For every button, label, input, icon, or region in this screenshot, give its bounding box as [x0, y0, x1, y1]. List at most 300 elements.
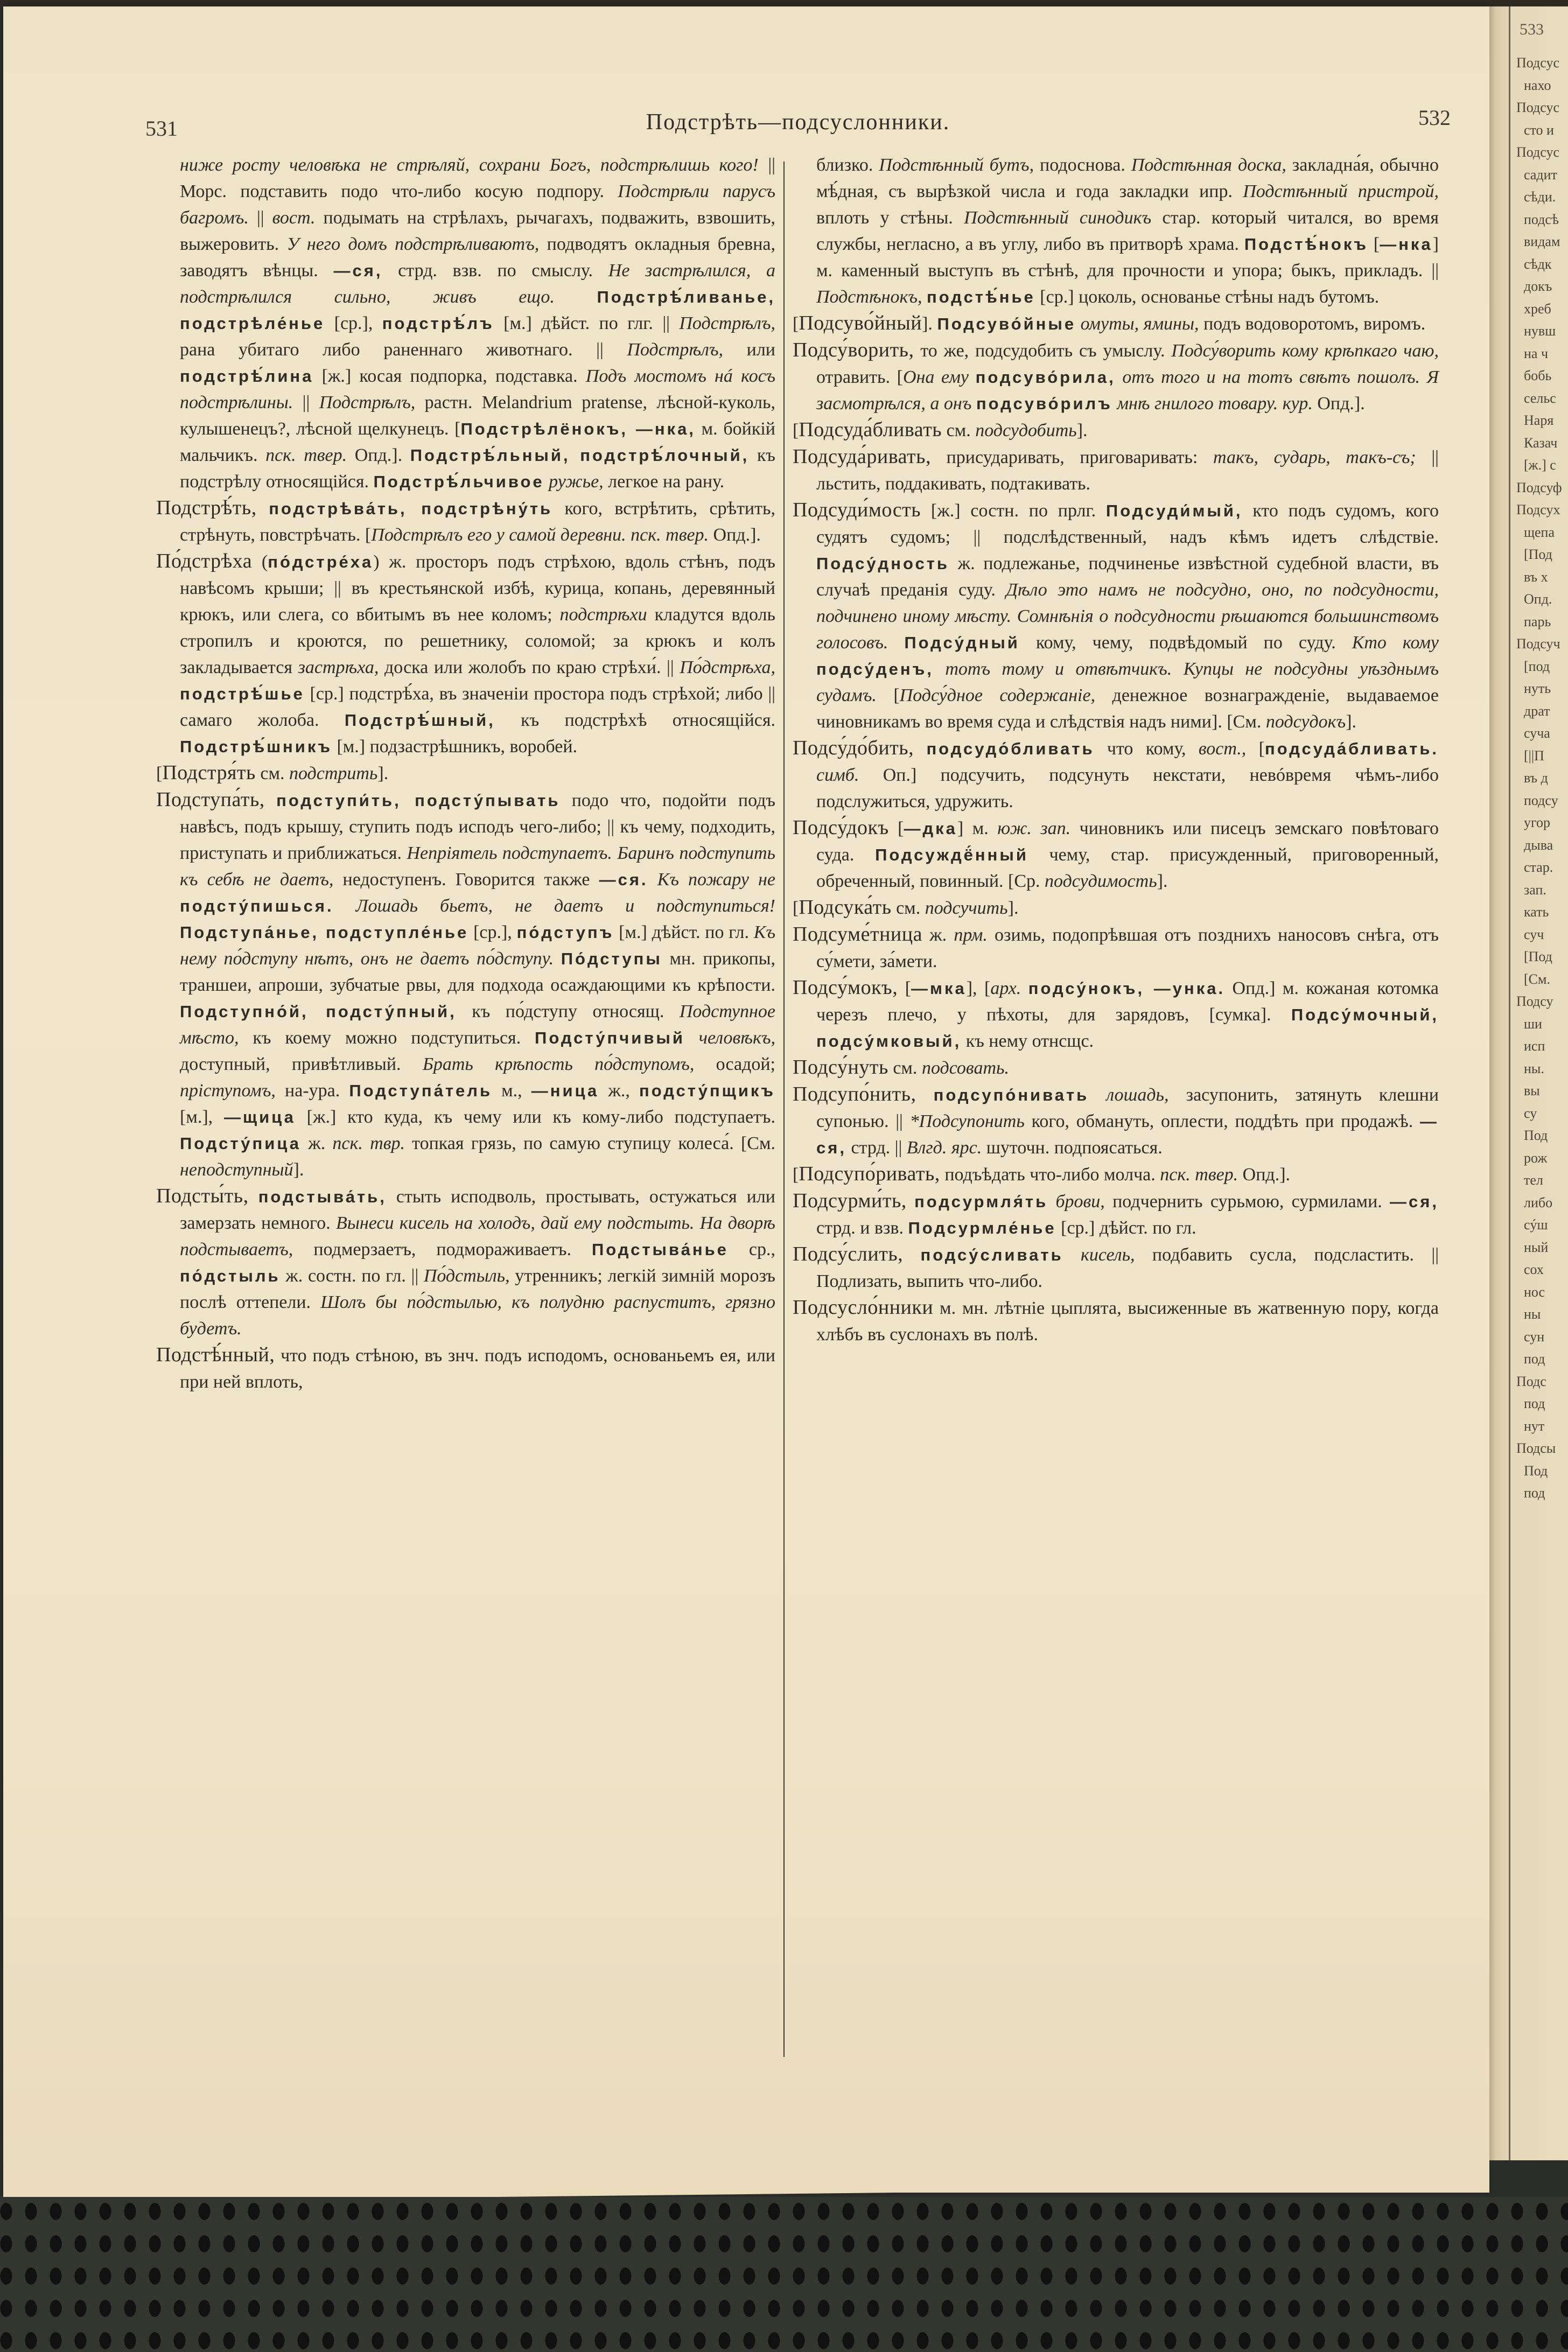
- definition-text: ].: [1076, 421, 1088, 440]
- next-page-fragment: дыва: [1524, 837, 1553, 853]
- definition-text: см.: [255, 764, 289, 783]
- next-page-fragment: сто и: [1524, 122, 1554, 138]
- headword: Подстрѣ́ть,: [156, 496, 257, 519]
- next-page-fragment: Подсух: [1516, 502, 1560, 517]
- definition-text: ||: [248, 208, 272, 228]
- bold-term: подсупо́нивать: [933, 1086, 1089, 1104]
- bold-term: Подсуди́мый,: [1105, 501, 1243, 520]
- next-page-fragment: [||П: [1524, 747, 1544, 764]
- definition-text: [648, 870, 657, 890]
- italic-example: мнѣ гнилого товару. кур.: [1117, 394, 1313, 414]
- definition-text: Опд.].: [1238, 1165, 1291, 1185]
- italic-example: подстрѣхи: [559, 605, 647, 625]
- next-page-fragment: [См.: [1524, 971, 1550, 987]
- italic-example: Вынеси кисель на холодъ, дай ему подстыть. На дворѣ подстываетъ,: [180, 1213, 775, 1259]
- page-header: [141, 105, 1455, 143]
- italic-example: Кто кому: [1352, 633, 1439, 653]
- definition-text: Опд.] м. кожаная котомка черезъ плечо, у пѣхоты, для зарядовъ, [сумка].: [816, 978, 1439, 1025]
- bold-term: Подсу́дный: [904, 633, 1020, 652]
- definition-text: [971, 394, 976, 414]
- definition-text: стыть исподволь, простывать, остужаться или замерзать немного.: [180, 1187, 776, 1233]
- right-column: [793, 152, 1439, 1348]
- italic-example: Подстрѣлъ,: [679, 313, 775, 333]
- next-page-fragment: Подсу: [1516, 993, 1553, 1009]
- definition-text: денежное вознагражденiе, выдаваемое чиновникамъ во время суда и слѣдствiя надъ ними]. [См.: [816, 685, 1439, 732]
- italic-example: Подстрѣлъ его у самой деревни. пск. твер.: [371, 525, 709, 545]
- next-page-fragment: под: [1524, 1485, 1545, 1501]
- headword: Подсу́докъ: [793, 816, 889, 839]
- definition-text: [555, 287, 597, 307]
- next-page-fragment: на ч: [1524, 345, 1549, 361]
- definition-text: ||: [293, 393, 319, 412]
- next-page-fragment: нос: [1524, 1284, 1545, 1300]
- next-page-fragment: ны.: [1524, 1060, 1544, 1076]
- italic-example: тотъ тому и отвѣтчикъ. Купцы не подсудны уѣзднымъ судамъ.: [816, 659, 1439, 705]
- italic-example: Подстѣнный пристрой,: [1243, 181, 1439, 201]
- bold-term: —ся.: [599, 870, 648, 889]
- italic-example: Дѣло это намъ не подсудно, оно, по подсудности, подчинено иному мѣсту. Сомнѣнiя о подсудности рѣшаются большинствомъ голосовъ.: [816, 580, 1439, 653]
- bold-term: подсуда́бливать.: [1264, 739, 1439, 758]
- dictionary-entry: [156, 548, 775, 760]
- italic-example: Подстѣнокъ,: [816, 287, 922, 307]
- italic-example: ниже росту человѣка не стрѣляй, сохрани Богъ, подстрѣлишь кого!: [180, 155, 759, 175]
- definition-text: [ср.],: [468, 922, 517, 942]
- italic-example: Она ему: [902, 367, 969, 387]
- italic-example: Шолъ бы по́дстылью, къ полудню распуститъ, грязно будетъ.: [180, 1292, 775, 1339]
- next-page-fragment: рож: [1524, 1150, 1548, 1166]
- italic-example: Подсу́дное содержанiе,: [899, 685, 1096, 705]
- next-page-fragment: ный: [1524, 1239, 1549, 1255]
- next-page-fragment: подсѣ: [1524, 211, 1559, 227]
- definition-text: [907, 1192, 914, 1212]
- definition-text: подводятъ окладныя бревна, заводятъ вѣнцы.: [180, 234, 775, 281]
- next-page-fragment: видам: [1524, 234, 1560, 249]
- bold-term: —дка: [904, 819, 957, 838]
- next-page-fragment: Подсус: [1516, 144, 1559, 160]
- next-page-fragment: под: [1524, 1351, 1545, 1367]
- definition-text: Оп.] подсучить, подсунуть некстати, невóвремя чѣмъ-либо подслужиться, удружить.: [816, 765, 1439, 811]
- definition-text: кого, обмануть, оплести, поддѣть при продажѣ.: [1024, 1111, 1420, 1131]
- definition-text: закладна́я, обычно мѣ́дная, съ вырѣзкой числа и года закладки ипр.: [816, 155, 1439, 201]
- column-divider: [783, 162, 785, 2057]
- next-page-fragment: [Под: [1524, 547, 1552, 562]
- definition-text: [334, 896, 356, 916]
- italic-example: Лошадь бьетъ, не даетъ и подступиться!: [355, 896, 775, 916]
- dictionary-entry: [793, 1161, 1439, 1188]
- italic-example: ружье,: [549, 472, 604, 492]
- running-title: Подстрѣть—подсуслонники.: [646, 110, 950, 135]
- definition-text: рана убитаго либо раненнаго животнаго. ||: [180, 340, 627, 360]
- definition-text: Опд.].: [709, 525, 761, 545]
- next-page-fragment: сѣди.: [1524, 189, 1556, 205]
- definition-text: подчернить сурьмою, сурмилами.: [1104, 1192, 1390, 1212]
- definition-text: что кому,: [1094, 739, 1199, 759]
- italic-example: Влгд. ярс.: [906, 1138, 982, 1158]
- dictionary-entry: [156, 787, 775, 1183]
- definition-text: ] м. каменный выступъ въ стѣнѣ, для прочности и упора; быкъ, прикладъ. ||: [816, 234, 1439, 281]
- definition-text: или: [723, 340, 775, 360]
- definition-text: [544, 472, 549, 492]
- definition-text: [922, 287, 927, 307]
- dictionary-entry: [793, 1241, 1439, 1294]
- italic-example: арх.: [990, 978, 1021, 998]
- italic-example: У него домъ подстрѣливаютъ,: [286, 234, 540, 254]
- definition-text: [м.] дѣйст. по гл.: [614, 922, 754, 942]
- dictionary-entry: [793, 815, 1439, 894]
- dictionary-entry: [156, 1183, 775, 1342]
- next-page-fragment: сѣдк: [1524, 256, 1552, 272]
- definition-text: топкая грязь, по самую ступицу колеса́. [См.: [404, 1133, 775, 1153]
- definition-text: [1048, 1192, 1055, 1212]
- italic-example: подстрить: [289, 764, 378, 783]
- italic-example: Не застрѣлился, а подстрѣлился сильно, живъ ещо.: [180, 261, 775, 307]
- definition-text: ].: [1346, 712, 1357, 732]
- italic-example: Непрiятель подступаетъ. Баринъ подступить къ себѣ не даетъ,: [180, 843, 775, 890]
- bold-term: Подсу́дность: [816, 554, 949, 573]
- dictionary-entry: [793, 1294, 1439, 1348]
- bold-term: По́дступы: [561, 949, 662, 968]
- italic-example: Подстѣнный бутъ,: [879, 155, 1034, 175]
- definition-text: засупонить, затянуть клешни супонью. ||: [816, 1085, 1439, 1131]
- next-page-fragment: [ж.] с: [1524, 457, 1556, 473]
- dictionary-entry: [793, 1188, 1439, 1241]
- definition-text: [: [898, 978, 912, 998]
- definition-text: мн. прикопы, траншеи, апроши, зубчатые рвы, для подхода осаждающими къ крѣпости.: [180, 949, 776, 995]
- definition-text: ж.,: [599, 1081, 639, 1101]
- bold-term: подсу́нокъ, —унка.: [1028, 979, 1226, 998]
- definition-text: [903, 1245, 920, 1265]
- bold-term: —ся,: [1390, 1192, 1439, 1211]
- next-page-text-fragments: [1516, 52, 1568, 1504]
- definition-text: Опд.].: [1312, 394, 1365, 414]
- definition-text: подъ водоворотомъ, виромъ.: [1199, 314, 1426, 334]
- headword: Подсуда́ривать,: [793, 445, 931, 468]
- definition-text: [: [793, 898, 799, 918]
- bold-term: Подстрѣ́ливанье, подстрѣле́нье: [180, 288, 776, 333]
- definition-text: къ нему отнсщс.: [961, 1031, 1094, 1051]
- next-page-fragment: суча: [1524, 725, 1550, 741]
- next-page-fragment: суч: [1524, 926, 1544, 942]
- page-number-left: 531: [145, 116, 178, 141]
- definition-text: стрд. ||: [846, 1138, 907, 1158]
- definition-text: шуточн. подпоясаться.: [982, 1138, 1163, 1158]
- book-gutter: [1509, 6, 1510, 2160]
- definition-text: [: [1368, 234, 1380, 254]
- definition-text: подоснова.: [1034, 155, 1131, 175]
- italic-example: Брать крѣпость по́дступомъ,: [422, 1054, 695, 1074]
- definition-text: ж. подлежанье, подчиненье извѣстной судебной власти, въ случаѣ преданiя суду.: [816, 554, 1439, 600]
- definition-text: [: [1246, 739, 1265, 759]
- definition-text: || Морс. подставить подо что-либо косую подпору.: [180, 155, 775, 201]
- headword: Подсу́мокъ,: [793, 976, 898, 999]
- dictionary-entry: [793, 497, 1439, 735]
- italic-example: Подстѣнный синодикъ: [964, 208, 1152, 228]
- headword: Подсты́ть,: [156, 1185, 249, 1207]
- headword: Подсупо́нить,: [793, 1083, 916, 1105]
- definition-text: на-ура.: [275, 1081, 349, 1101]
- italic-example: омуты, ямины,: [1080, 314, 1199, 334]
- definition-text: [ср.] подстрѣ́ха, въ значенiи простора подъ стрѣхой; либо || самаго жолоба.: [180, 684, 775, 730]
- definition-text: м. мн. лѣтнiе цыплята, высиженные въ жатвенную пору, когда хлѣбъ въ суслонахъ въ полѣ.: [816, 1298, 1439, 1345]
- next-page-fragment: садит: [1524, 166, 1557, 183]
- italic-example: брови,: [1055, 1192, 1105, 1212]
- definition-text: [265, 790, 276, 810]
- definition-text: къ подстрѣлу относящiйся.: [180, 445, 776, 492]
- dictionary-entry: [793, 337, 1439, 417]
- definition-text: [914, 739, 926, 759]
- italic-example: симб.: [816, 765, 859, 785]
- bold-term: Подстыва́нье: [592, 1240, 729, 1259]
- next-page-fragment: Подсус: [1516, 55, 1559, 71]
- italic-example: кисель,: [1080, 1245, 1135, 1265]
- entry-continuation: [156, 152, 775, 495]
- definition-text: подо что, подойти подъ навѣсъ, подъ крышу, ступить подъ исподъ чего-либо; || къ чему, подходить, приступать и приближаться.: [180, 790, 776, 863]
- headword: Подсурми́ть,: [793, 1189, 907, 1212]
- italic-example: Подстрѣлъ,: [627, 340, 724, 360]
- next-page-fragment: драт: [1524, 703, 1550, 719]
- next-page-fragment: Подсуф: [1516, 479, 1562, 495]
- next-page-fragment: тел: [1524, 1172, 1543, 1188]
- definition-text: къ коему можно подступиться.: [239, 1028, 535, 1048]
- definition-text: [1063, 1245, 1081, 1265]
- italic-example: пск. твр.: [332, 1133, 405, 1153]
- italic-example: юж. зап.: [997, 818, 1071, 838]
- bold-term: Подступно́й, подсту́пный,: [180, 1002, 457, 1021]
- definition-text: легкое на рану.: [603, 472, 725, 492]
- bold-term: подсту́пщикъ: [639, 1081, 775, 1100]
- next-page-fragment: сох: [1524, 1262, 1544, 1277]
- headword: Подсуда́бливать: [799, 418, 942, 441]
- dictionary-entry: [793, 921, 1439, 975]
- definition-text: [: [888, 818, 904, 838]
- next-page-fragment: Подсы: [1516, 1440, 1556, 1456]
- next-page-fragment: парь: [1524, 613, 1551, 629]
- dictionary-entry: [156, 1342, 775, 1395]
- italic-example: отъ того и на тотъ свѣтъ пошолъ. Я засмотрѣлся, а онъ: [816, 367, 1439, 414]
- next-page-fragment: ши: [1524, 1016, 1542, 1032]
- italic-example: подсудокъ: [1265, 712, 1346, 732]
- next-page-fragment: под: [1524, 1396, 1545, 1411]
- definition-text: отравить. [: [816, 367, 903, 387]
- headword: Подстѣ́нный,: [156, 1343, 275, 1366]
- definition-text: [ср.] дѣйст. по гл.: [1056, 1218, 1196, 1238]
- italic-example: подсовать.: [921, 1058, 1009, 1078]
- bold-term: подстрѣ́шье: [180, 684, 305, 703]
- definition-text: растн. Melandrium pratense, лѣсной-куколь, кулышенецъ?, лѣсной щелкунецъ. [: [180, 393, 775, 439]
- definition-text: (: [252, 552, 268, 572]
- definition-text: см.: [891, 898, 925, 918]
- definition-text: ].: [1157, 871, 1168, 891]
- bold-term: по́дстыль: [180, 1266, 281, 1285]
- next-page-edge: [1489, 6, 1568, 2160]
- definition-text: м.,: [492, 1081, 531, 1101]
- page-number-right: 532: [1418, 106, 1451, 130]
- next-page-fragment: Подс: [1516, 1373, 1546, 1389]
- definition-text: [ж.] состн. по прлг.: [921, 501, 1106, 521]
- italic-example: пск. твер.: [1160, 1165, 1238, 1185]
- italic-example: подсудобить: [975, 421, 1077, 440]
- next-page-fragment: Под: [1524, 1128, 1548, 1143]
- headword: Подсусло́нники: [793, 1296, 934, 1319]
- definition-text: [ср.] цоколь, основанье стѣны надъ бутомъ.: [1035, 287, 1380, 307]
- definition-text: ж.: [922, 925, 954, 945]
- definition-text: ].: [377, 764, 389, 783]
- next-page-fragment: сýш: [1524, 1217, 1548, 1233]
- definition-text: [: [793, 1165, 799, 1185]
- bold-term: —ся,: [816, 1112, 1439, 1157]
- definition-text: [916, 1085, 934, 1105]
- dictionary-entry: [156, 760, 775, 787]
- definition-text: къ по́дступу относящ.: [456, 1002, 680, 1021]
- bold-term: —ся,: [333, 261, 383, 280]
- definition-text: [: [876, 685, 900, 705]
- next-page-fragment: кать: [1524, 904, 1549, 920]
- italic-example: пск. твер.: [265, 445, 347, 465]
- definition-text: [: [793, 314, 799, 334]
- headword: Подсу́слить,: [793, 1243, 904, 1265]
- definition-text: подъѣдать что-либо молча.: [940, 1165, 1160, 1185]
- next-page-fragment: бобь: [1524, 368, 1552, 383]
- italic-example: прм.: [954, 925, 988, 945]
- italic-example: *Подсупонить: [909, 1111, 1025, 1131]
- definition-text: стрд. взв. по смыслу.: [382, 261, 608, 281]
- next-page-number: 533: [1520, 20, 1544, 38]
- next-page-fragment: Под: [1524, 1462, 1548, 1479]
- next-page-fragment: Опд.: [1524, 591, 1552, 607]
- definition-text: осадой;: [694, 1054, 776, 1074]
- bold-term: подстыва́ть,: [258, 1187, 387, 1206]
- bold-term: —мка: [911, 979, 967, 998]
- headword: Подсу́нуть: [793, 1056, 888, 1079]
- definition-text: чему, стар. присужденный, приговоренный, обреченный, повинный. [Ср.: [816, 845, 1439, 891]
- next-page-fragment: вы: [1524, 1083, 1540, 1098]
- bold-term: по́дступъ: [516, 923, 614, 942]
- bold-term: Подсту́пица: [180, 1134, 301, 1153]
- headword: Подсу́ворить,: [793, 339, 914, 361]
- italic-example: Къ пожару не: [657, 870, 775, 890]
- next-page-fragment: щепа: [1524, 524, 1555, 540]
- headword: Подступа́ть,: [156, 788, 265, 811]
- definition-text: [554, 949, 561, 969]
- definition-text: ], [: [966, 978, 991, 998]
- definition-text: [934, 659, 945, 679]
- definition-text: ж. состн. по гл. ||: [280, 1266, 424, 1286]
- headword: Подстря́ть: [162, 761, 256, 784]
- bold-term: подстрѣва́ть, подстрѣну́ть: [269, 499, 553, 518]
- bold-term: подступи́ть, подсту́пывать: [276, 791, 561, 810]
- next-page-fragment: въ д: [1524, 770, 1548, 786]
- italic-example: такъ, сударь, такъ-съ;: [1213, 447, 1416, 467]
- definition-text: то же, подсудобить съ умыслу.: [914, 341, 1172, 361]
- dictionary-entry: [793, 735, 1439, 815]
- definition-text: Опд.].: [347, 445, 410, 465]
- definition-text: ].: [1007, 898, 1019, 918]
- definition-text: [1116, 367, 1123, 387]
- definition-text: [м.] дѣйст. по глг. ||: [494, 313, 680, 333]
- dictionary-entry: [793, 975, 1439, 1054]
- italic-example: Подстѣнная доска,: [1131, 155, 1286, 175]
- italic-example: Подступное мѣсто,: [180, 1002, 775, 1048]
- definition-text: [ж.] косая подпорка, подставка.: [313, 366, 586, 386]
- definition-text: стар. который читался, во время службы, негласно, а въ углу, либо въ притворѣ храма.: [816, 208, 1439, 254]
- definition-text: м. бойкiй мальчикъ.: [180, 419, 775, 465]
- bold-term: —ница: [531, 1081, 599, 1100]
- bold-term: Подстѣ́нокъ: [1244, 235, 1368, 254]
- definition-text: доска или жолобъ по краю стрѣхи́. ||: [379, 657, 680, 677]
- bold-term: подстрѣ́лина: [180, 367, 314, 386]
- bold-term: Подсту́пчивый: [535, 1028, 685, 1047]
- left-column: [156, 152, 775, 1395]
- bold-term: Подсуждё́нный: [875, 845, 1028, 864]
- next-page-fragment: Казач: [1524, 435, 1558, 451]
- headword: Подсуво́йный: [799, 312, 922, 334]
- italic-example: прiступомъ,: [180, 1081, 276, 1101]
- definition-text: подымать на стрѣлахъ, рычагахъ, подважить, взвошить, выжеровить.: [180, 208, 775, 254]
- definition-text: ) ж. просторъ подъ стрѣхою, вдоль стѣнъ, подъ навѣсомъ крыши; || въ крестьянской избѣ, курица, копань, деревянный крюкъ, или слега, со вбитымъ въ нее коломъ;: [180, 552, 775, 625]
- next-page-fragment: нут: [1524, 1418, 1545, 1434]
- definition-text: [: [156, 764, 163, 783]
- definition-text: кто подъ судомъ, кого судятъ судомъ; || подслѣдственный, надъ кѣмъ идетъ слѣдствiе.: [816, 501, 1439, 547]
- next-page-fragment: Наря: [1524, 412, 1554, 428]
- bold-term: подстѣ́нье: [927, 288, 1035, 306]
- italic-example: По́дстыль,: [423, 1266, 510, 1286]
- next-page-fragment: Подсус: [1516, 100, 1559, 115]
- bold-term: Подступа́тель: [349, 1081, 492, 1100]
- definition-text: кого, встрѣтить, срѣтить, стрѣнуть, повстрѣчать. [: [180, 499, 775, 545]
- dictionary-entry: [793, 1054, 1439, 1081]
- next-page-fragment: хреб: [1524, 300, 1551, 317]
- definition-text: [м.],: [180, 1107, 224, 1127]
- definition-text: [969, 367, 976, 387]
- bold-term: Подстрѣ́льчивое: [373, 472, 544, 491]
- definition-text: близко.: [816, 155, 879, 175]
- bold-term: Подстрѣлёнокъ, —нка,: [460, 419, 696, 438]
- entry-continuation: [793, 152, 1439, 310]
- dictionary-entry: [793, 1081, 1439, 1161]
- bold-term: подсу́денъ,: [816, 660, 934, 678]
- definition-text: ].: [293, 1160, 304, 1180]
- next-page-fragment: подсу: [1524, 792, 1558, 808]
- dictionary-entry: [793, 894, 1439, 921]
- dictionary-entry: [793, 310, 1439, 337]
- italic-example: Подстрѣлъ,: [319, 393, 416, 412]
- headword: Подсуди́мость: [793, 499, 921, 521]
- next-page-fragment: [под: [1524, 658, 1550, 674]
- next-page-fragment: докъ: [1524, 278, 1552, 294]
- next-page-fragment: стар.: [1524, 859, 1553, 875]
- italic-example: вост.,: [1198, 739, 1247, 759]
- bold-term: подсту́пишься.: [180, 897, 334, 915]
- definition-text: присударивать, приговаривать:: [930, 447, 1213, 467]
- definition-text: доступный, привѣтливый.: [180, 1054, 423, 1074]
- italic-example: Подсу́ворить кому крѣпкаго чаю,: [1171, 341, 1439, 361]
- definition-text: вплоть у стѣны.: [816, 208, 964, 228]
- bold-term: подсурмля́ть: [914, 1192, 1048, 1211]
- next-page-fragment: су: [1524, 1105, 1537, 1121]
- definition-text: [ср.],: [325, 313, 382, 333]
- definition-text: подмерзаетъ, подмораживаетъ.: [293, 1240, 592, 1259]
- italic-example: Подстрѣли парусъ багромъ.: [180, 181, 775, 228]
- dictionary-entry: [793, 417, 1439, 444]
- bold-term: Подсуво́йные: [937, 314, 1076, 333]
- definition-text: ].: [922, 314, 937, 334]
- bold-term: Подстрѣ́льный, подстрѣ́лочный,: [410, 446, 750, 465]
- definition-text: что подъ стѣною, въ знч. подъ исподомъ, основаньемъ ея, или при ней вплоть,: [180, 1346, 775, 1392]
- bold-term: подстрѣ́лъ: [382, 314, 494, 333]
- next-page-fragment: угор: [1524, 815, 1551, 830]
- next-page-fragment: зап.: [1524, 881, 1546, 898]
- definition-text: [685, 1028, 699, 1048]
